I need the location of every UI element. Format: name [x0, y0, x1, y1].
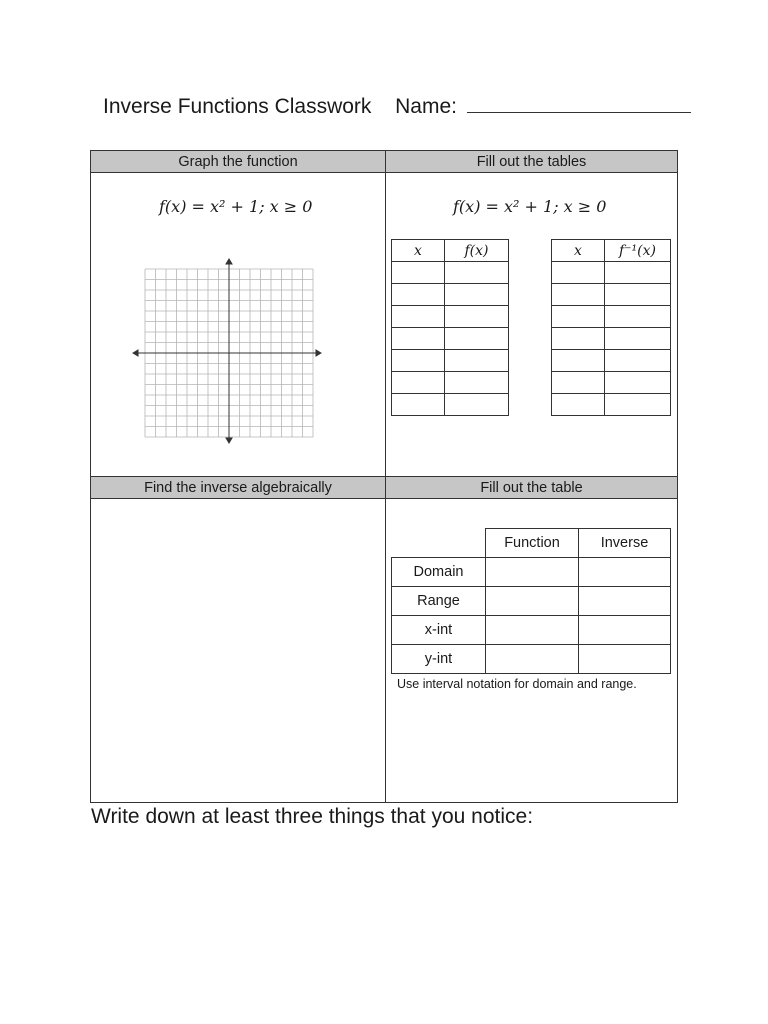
- equation-graph: [159, 197, 312, 216]
- interval-note: Use interval notation for domain and range.: [397, 677, 637, 691]
- notice-prompt: Write down at least three things that you notice:: [91, 805, 534, 828]
- value-cell[interactable]: [392, 394, 445, 416]
- table-row: [392, 284, 509, 306]
- table-row: [392, 372, 509, 394]
- value-cell[interactable]: [605, 284, 671, 306]
- answer-cell[interactable]: [486, 616, 579, 645]
- value-cell[interactable]: [445, 284, 509, 306]
- table-row: [392, 394, 509, 416]
- value-cell[interactable]: [605, 394, 671, 416]
- value-cell[interactable]: [392, 372, 445, 394]
- value-cell[interactable]: [605, 372, 671, 394]
- value-cell[interactable]: [392, 262, 445, 284]
- value-cell[interactable]: [445, 394, 509, 416]
- answer-cell[interactable]: [486, 587, 579, 616]
- value-cell[interactable]: [605, 306, 671, 328]
- table-row: [552, 372, 671, 394]
- fx-table-header-x: x: [392, 240, 445, 262]
- finv-table-body: [552, 262, 671, 416]
- name-blank[interactable]: [467, 94, 691, 113]
- table-row: [552, 284, 671, 306]
- col-header-function: Function: [486, 529, 579, 558]
- finv-table-header-finv: f⁻¹(x): [605, 240, 671, 262]
- value-cell[interactable]: [552, 372, 605, 394]
- table-row: [392, 558, 671, 587]
- value-cell[interactable]: [392, 306, 445, 328]
- equation-tables-text: f(x) = x² + 1; x ≥ 0: [453, 197, 607, 216]
- fx-table-header-fx: f(x): [445, 240, 509, 262]
- fx-table-body: [392, 262, 509, 416]
- table-row: [552, 262, 671, 284]
- header-fill-tables: Fill out the tables: [386, 151, 677, 173]
- value-cell[interactable]: [552, 394, 605, 416]
- value-cell[interactable]: [605, 262, 671, 284]
- axis-arrow: [226, 438, 232, 443]
- table-row: [552, 350, 671, 372]
- value-cell[interactable]: [445, 262, 509, 284]
- value-cell[interactable]: [445, 372, 509, 394]
- value-cell[interactable]: [552, 306, 605, 328]
- header-fill-table: Fill out the table: [386, 477, 677, 499]
- table-row: [392, 262, 509, 284]
- row-label-domain: Domain: [392, 558, 486, 587]
- axes: [133, 259, 321, 443]
- value-cell[interactable]: [552, 350, 605, 372]
- col-header-inverse: Inverse: [579, 529, 671, 558]
- answer-cell[interactable]: [579, 645, 671, 674]
- header-find-inverse: Find the inverse algebraically: [91, 477, 385, 499]
- value-cell[interactable]: [605, 328, 671, 350]
- table-row: [392, 616, 671, 645]
- value-cell[interactable]: [552, 328, 605, 350]
- value-cell[interactable]: [605, 350, 671, 372]
- axis-arrow: [226, 259, 232, 264]
- table-row: [392, 645, 671, 674]
- table-row: [552, 306, 671, 328]
- value-cell[interactable]: [445, 328, 509, 350]
- name-label: Name:: [395, 95, 457, 118]
- worksheet-title: [103, 94, 691, 119]
- table-row: [392, 328, 509, 350]
- value-cell[interactable]: [552, 262, 605, 284]
- value-cell[interactable]: [445, 350, 509, 372]
- finv-table: [551, 239, 671, 416]
- fx-table: [391, 239, 509, 416]
- answer-cell[interactable]: [579, 587, 671, 616]
- value-cell[interactable]: [392, 328, 445, 350]
- worksheet-table: [90, 150, 678, 803]
- table-corner: [392, 529, 486, 558]
- table-row: [552, 394, 671, 416]
- finv-table-header-x: x: [552, 240, 605, 262]
- row-label-range: Range: [392, 587, 486, 616]
- row-label-y-int: y-int: [392, 645, 486, 674]
- axis-arrow: [316, 350, 321, 356]
- value-cell[interactable]: [392, 350, 445, 372]
- table-row: [392, 306, 509, 328]
- inverse-work-area[interactable]: [91, 500, 385, 802]
- title-text: Inverse Functions Classwork: [103, 95, 372, 118]
- header-graph-function: Graph the function: [91, 151, 385, 173]
- row-label-x-int: x-int: [392, 616, 486, 645]
- table-row: [392, 350, 509, 372]
- axis-arrow: [133, 350, 138, 356]
- answer-cell[interactable]: [486, 645, 579, 674]
- answer-cell[interactable]: [579, 558, 671, 587]
- answer-cell[interactable]: [579, 616, 671, 645]
- coordinate-grid[interactable]: [131, 257, 327, 447]
- table-row: [392, 587, 671, 616]
- value-cell[interactable]: [392, 284, 445, 306]
- value-cell[interactable]: [445, 306, 509, 328]
- domain-range-table: [391, 528, 671, 674]
- answer-cell[interactable]: [486, 558, 579, 587]
- value-cell[interactable]: [552, 284, 605, 306]
- equation-tables: [453, 197, 606, 216]
- table-row: [552, 328, 671, 350]
- equation-graph-text: f(x) = x² + 1; x ≥ 0: [159, 197, 313, 216]
